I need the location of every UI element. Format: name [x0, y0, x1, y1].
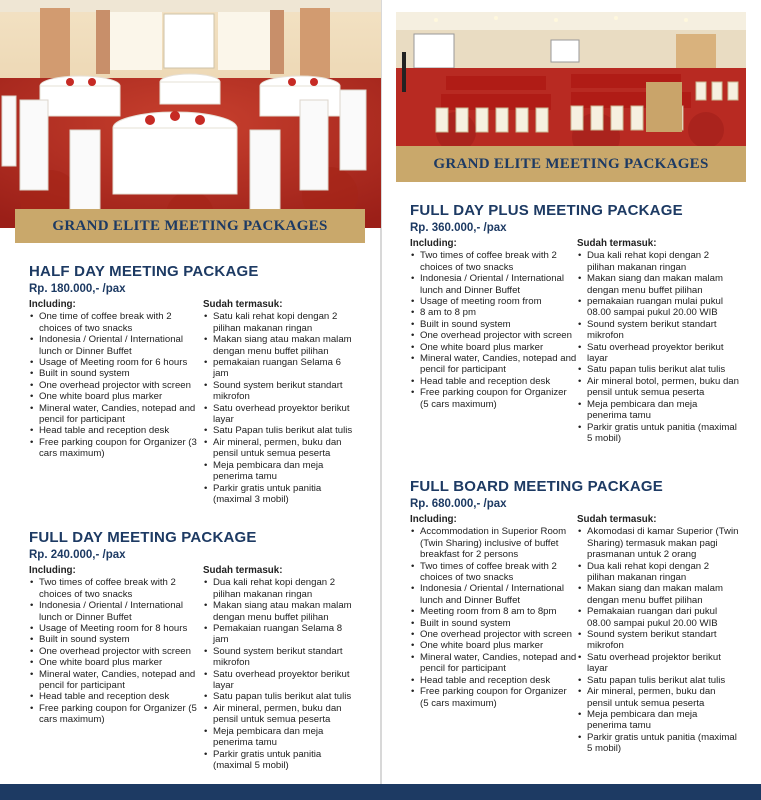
list-item: • Mineral water, Candies, notepad and pencil for participant [410, 353, 577, 376]
termasuk-list [577, 514, 739, 755]
list-item: • Free parking coupon for Organizer (5 cars maximum) [410, 686, 577, 709]
footer-bar [0, 784, 761, 800]
half-day-package [29, 263, 374, 505]
list-item: • Free parking coupon for Organizer (5 cars maximum) [410, 387, 577, 410]
list-heading: Sudah termasuk: [577, 514, 657, 525]
list-item: • Free parking coupon for Organizer (5 cars maximum) [29, 703, 202, 726]
list-item: • Sound system berikut standart mikrofon [203, 646, 358, 669]
list-item: • 8 am to 8 pm [410, 307, 577, 318]
list-item: • Usage of meeting room from [410, 296, 577, 307]
package-price: Rp. 180.000,- /pax [29, 283, 126, 295]
list-item: • Makan siang atau makan malam dengan menu buffet pilihan [203, 334, 358, 357]
list-item: • Satu kali rehat kopi dengan 2 pilihan makanan ringan [203, 311, 358, 334]
list-item: • Built in sound system [410, 618, 577, 629]
list-item: • Indonesia / Oriental / International lunch and Dinner Buffet [410, 273, 577, 296]
package-title: FULL DAY MEETING PACKAGE [29, 529, 257, 546]
list-item: • Satu overhead proyektor berikut layar [203, 669, 358, 692]
list-item: • Sound system berikut standart mikrofon [203, 380, 358, 403]
list-item: • Air mineral, permen, buku dan pensil untuk semua peserta [203, 437, 358, 460]
list-item: • Air mineral, permen, buku dan pensil untuk semua peserta [577, 686, 739, 709]
list-item: • Satu overhead proyektor berikut layar [203, 403, 358, 426]
list-item: • One white board plus marker [410, 640, 577, 651]
right-banner-title: GRAND ELITE MEETING PACKAGES [433, 155, 709, 172]
list-item: • Built in sound system [29, 368, 202, 379]
list-heading: Including: [29, 565, 76, 576]
including-list [410, 514, 577, 755]
list-item: • Dua kali rehat kopi dengan 2 pilihan makanan ringan [577, 250, 739, 273]
package-title: FULL DAY PLUS MEETING PACKAGE [410, 202, 683, 219]
list-item: • Accommodation in Superior Room (Twin Sharing) inclusive of buffet breakfast for 2 persons [410, 526, 577, 560]
list-item: • Akomodasi di kamar Superior (Twin Sharing) termasuk makan pagi prasmanan untuk 2 orang [577, 526, 739, 560]
list-item: • Meja pembicara dan meja penerima tamu [203, 726, 358, 749]
list-item: • Satu overhead proyektor berikut layar [577, 342, 739, 365]
list-item: • One overhead projector with screen [29, 380, 202, 391]
package-price: Rp. 240.000,- /pax [29, 549, 126, 561]
package-title: FULL BOARD MEETING PACKAGE [410, 478, 663, 495]
list-item: • Mineral water, Candies, notepad and pencil for participant [410, 652, 577, 675]
package-price: Rp. 680.000,- /pax [410, 498, 507, 510]
list-item: • Head table and reception desk [410, 376, 577, 387]
list-item: • Meeting room from 8 am to 8pm [410, 606, 577, 617]
list-item: • One white board plus marker [29, 657, 202, 668]
list-item: • Parkir gratis untuk panitia (maximal 5 mobil) [203, 749, 358, 772]
list-item: • Satu overhead projektor berikut layar [577, 652, 739, 675]
list-heading: Including: [410, 238, 457, 249]
list-item: • Pemakaian ruangan dari pukul 08.00 sampai pukul 20.00 WIB [577, 606, 739, 629]
list-item: • Mineral water, Candies, notepad and pencil for participant [29, 403, 202, 426]
list-item: • pemakaian ruangan Selama 6 jam [203, 357, 358, 380]
list-item: • Mineral water, Candies, notepad and pencil for participant [29, 669, 202, 692]
list-item: • Built in sound system [410, 319, 577, 330]
package-title: HALF DAY MEETING PACKAGE [29, 263, 259, 280]
list-item: • Parkir gratis untuk panitia (maximal 5 mobil) [577, 422, 739, 445]
list-item: • One white board plus marker [29, 391, 202, 402]
list-item: • Parkir gratis untuk panitia (maximal 5 mobil) [577, 732, 739, 755]
list-item: • Air mineral botol, permen, buku dan pensil untuk semua peserta [577, 376, 739, 399]
list-item: • Two times of coffee break with 2 choices of two snacks [410, 561, 577, 584]
list-item: • Head table and reception desk [29, 691, 202, 702]
list-item: • One overhead projector with screen [410, 629, 577, 640]
left-banner-title: GRAND ELITE MEETING PACKAGES [52, 217, 328, 234]
list-heading: Sudah termasuk: [577, 238, 657, 249]
termasuk-list [203, 299, 358, 505]
classroom-room-photo [396, 12, 746, 146]
list-item: • Meja pembicara dan meja penerima tamu [577, 709, 739, 732]
full-board-package [410, 478, 755, 755]
list-item: • Air mineral, permen, buku dan pensil untuk semua peserta [203, 703, 358, 726]
list-item: • One white board plus marker [410, 342, 577, 353]
package-price: Rp. 360.000,- /pax [410, 222, 507, 234]
list-item: • One overhead projector with screen [410, 330, 577, 341]
list-item: • Meja pembicara dan meja penerima tamu [577, 399, 739, 422]
list-item: • Usage of Meeting room for 8 hours [29, 623, 202, 634]
list-item: • Satu Papan tulis berikut alat tulis [203, 425, 358, 436]
list-item: • Satu papan tulis berikut alat tulis [203, 691, 358, 702]
right-banner [396, 146, 746, 182]
list-item: • Indonesia / Oriental / International lunch and Dinner Buffet [410, 583, 577, 606]
full-day-package [29, 529, 374, 771]
list-item: • Satu papan tulis berikut alat tulis [577, 364, 739, 375]
list-item: • One time of coffee break with 2 choices of two snacks [29, 311, 202, 334]
list-item: • Satu papan tulis berikut alat tulis [577, 675, 739, 686]
list-item: • Makan siang dan makan malam dengan menu buffet pilihan [577, 583, 739, 606]
list-heading: Sudah termasuk: [203, 565, 283, 576]
list-item: • Dua kali rehat kopi dengan 2 pilihan makanan ringan [577, 561, 739, 584]
including-list [29, 565, 202, 771]
list-item: • Head table and reception desk [29, 425, 202, 436]
list-item: • Two times of coffee break with 2 choices of two snacks [410, 250, 577, 273]
list-item: • Two times of coffee break with 2 choices of two snacks [29, 577, 202, 600]
list-item: • Dua kali rehat kopi dengan 2 pilihan makanan ringan [203, 577, 358, 600]
list-item: • Usage of Meeting room for 6 hours [29, 357, 202, 368]
list-heading: Including: [410, 514, 457, 525]
list-item: • Meja pembicara dan meja penerima tamu [203, 460, 358, 483]
list-item: • Makan siang dan makan malam dengan menu buffet pilihan [577, 273, 739, 296]
list-item: • Sound system berikut standart mikrofon [577, 319, 739, 342]
list-item: • pemakaian ruangan mulai pukul 08.00 sampai pukul 20.00 WIB [577, 296, 739, 319]
list-item: • Indonesia / Oriental / International lunch or Dinner Buffet [29, 334, 202, 357]
termasuk-list [577, 238, 739, 444]
list-item: • One overhead projector with screen [29, 646, 202, 657]
including-list [410, 238, 577, 444]
list-heading: Sudah termasuk: [203, 299, 283, 310]
left-banner [15, 209, 365, 243]
list-item: • Built in sound system [29, 634, 202, 645]
list-item: • Makan siang atau makan malam dengan menu buffet pilihan [203, 600, 358, 623]
including-list [29, 299, 202, 505]
list-item: • Head table and reception desk [410, 675, 577, 686]
list-item: • Free parking coupon for Organizer (3 cars maximum) [29, 437, 202, 460]
banquet-room-photo [0, 0, 381, 228]
list-item: • Pemakaian ruangan Selama 8 jam [203, 623, 358, 646]
list-item: • Sound system berikut standart mikrofon [577, 629, 739, 652]
termasuk-list [203, 565, 358, 771]
list-item: • Indonesia / Oriental / International lunch or Dinner Buffet [29, 600, 202, 623]
list-heading: Including: [29, 299, 76, 310]
list-item: • Parkir gratis untuk panitia (maximal 3 mobil) [203, 483, 358, 506]
full-day-plus-package [410, 202, 755, 444]
